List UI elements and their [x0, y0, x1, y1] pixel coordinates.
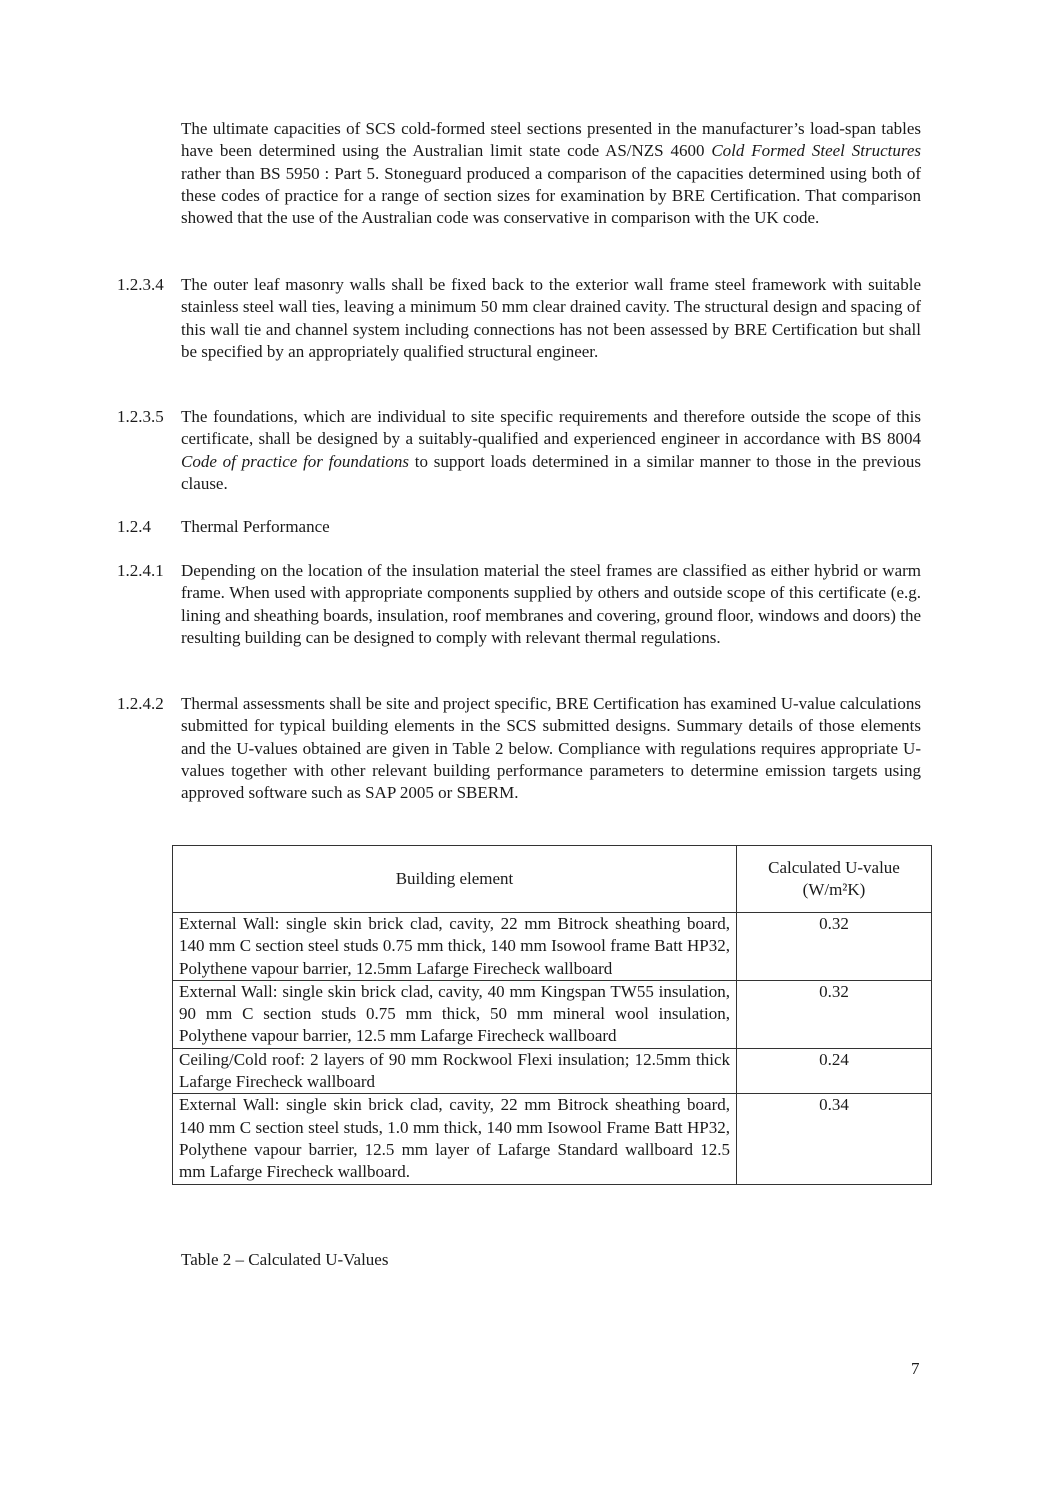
clause-number-1241: 1.2.4.1: [117, 561, 164, 580]
u-value-cell: 0.32: [737, 913, 932, 981]
section-title: Thermal Performance: [181, 517, 330, 536]
u-value-cell: 0.34: [737, 1094, 932, 1184]
table-row: [173, 1094, 932, 1184]
section-number-124: 1.2.4: [117, 517, 151, 536]
clause-1235-text: The foundations, which are individual to site specific requirements and therefore outside the scope of this certificate, shall be designed by a suitably-qualified and experienced engineer in accordance with BS 8004 Code of practice for foundations to support loads determined in a similar manner to those in the previous clause.: [181, 407, 921, 493]
intro-paragraph: The ultimate capacities of SCS cold-formed steel sections presented in the manufacturer’s load-span tables have been determined using the Australian limit state code AS/NZS 4600 Cold Formed Steel Structures rather than BS 5950 : Part 5. Stoneguard produced a comparison of the capacities determined using both of these codes of practice for a range of section sizes for examination by BRE Certification. That comparison showed that the use of the Australian code was conservative in comparison with the UK code.: [181, 119, 921, 228]
u-value-table: [172, 845, 932, 1185]
element-cell: External Wall: single skin brick clad, cavity, 22 mm Bitrock sheathing board, 140 mm C section steel studs, 1.0 mm thick, 140 mm Isowool Frame Batt HP32, Polythene vapour barrier, 12.5 mm layer of Lafarge Standard wallboard 12.5 mm Lafarge Firecheck wallboard.: [173, 1094, 737, 1184]
clause-number-1242: 1.2.4.2: [117, 694, 164, 713]
element-cell: External Wall: single skin brick clad, cavity, 22 mm Bitrock sheathing board, 140 mm C section steel studs 0.75 mm thick, 140 mm Isowool frame Batt HP32, Polythene vapour barrier, 12.5mm Lafarge Firecheck wallboard: [173, 913, 737, 981]
element-cell: External Wall: single skin brick clad, cavity, 40 mm Kingspan TW55 insulation, 90 mm C section studs 0.75 mm thick, 50 mm mineral wool insulation, Polythene vapour barrier, 12.5 mm Lafarge Firecheck wallboard: [173, 980, 737, 1048]
clause-number-1235: 1.2.3.5: [117, 407, 164, 426]
page-number: 7: [911, 1359, 920, 1378]
table-row: [173, 913, 932, 981]
clause-1234-text: The outer leaf masonry walls shall be fixed back to the exterior wall frame steel framework with suitable stainless steel wall ties, leaving a minimum 50 mm clear drained cavity. The structural design and spacing of this wall tie and channel system including connections has not been assessed by BRE Certification but shall be specified by an appropriately qualified structural engineer.: [181, 275, 921, 361]
table-row: [173, 1048, 932, 1094]
header-u-value: Calculated U-value (W/m²K): [737, 846, 932, 913]
table-caption: Table 2 – Calculated U-Values: [181, 1250, 389, 1269]
table-row: [173, 980, 932, 1048]
u-value-cell: 0.32: [737, 980, 932, 1048]
element-cell: Ceiling/Cold roof: 2 layers of 90 mm Rockwool Flexi insulation; 12.5mm thick Lafarge Firecheck wallboard: [173, 1048, 737, 1094]
u-value-cell: 0.24: [737, 1048, 932, 1094]
table-header-row: [173, 846, 932, 913]
clause-number-1234: 1.2.3.4: [117, 275, 164, 294]
clause-1241-text: Depending on the location of the insulation material the steel frames are classified as either hybrid or warm frame. When used with appropriate components supplied by others and outside scope of this certificate (e.g. lining and sheathing boards, insulation, roof membranes and covering, ground floor, windows and doors) the resulting building can be designed to comply with relevant thermal regulations.: [181, 561, 921, 647]
clause-1242-text: Thermal assessments shall be site and project specific, BRE Certification has examined U-value calculations submitted for typical building elements in the SCS submitted designs. Summary details of those elements and the U-values obtained are given in Table 2 below. Compliance with regulations requires appropriate U-values together with other relevant building performance parameters to determine emission targets using approved software such as SAP 2005 or SBERM.: [181, 694, 921, 803]
header-building-element: Building element: [173, 846, 737, 913]
